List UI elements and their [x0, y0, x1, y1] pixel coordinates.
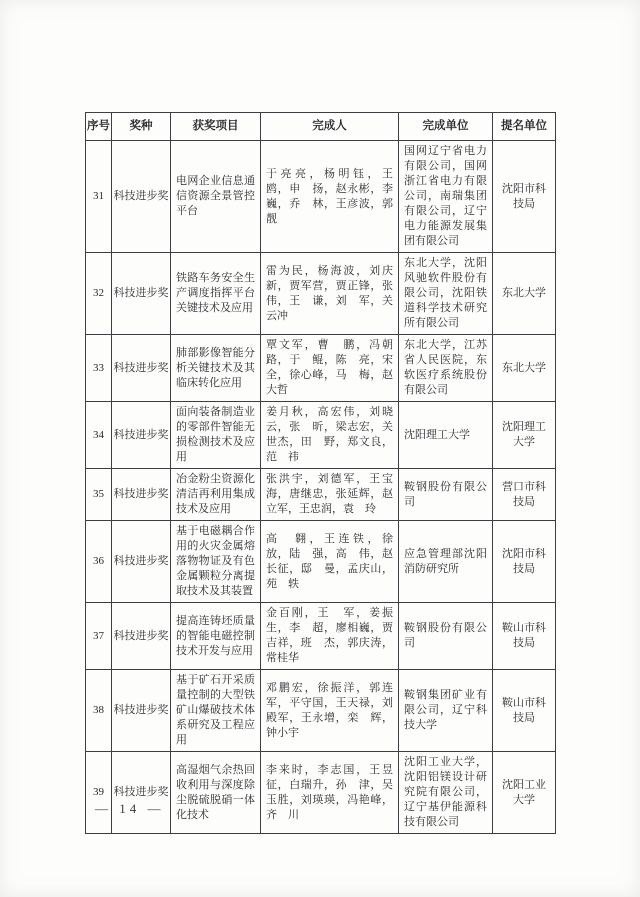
cell-org: 应急管理部沈阳消防研究所 [399, 521, 493, 603]
cell-org: 沈阳工业大学，沈阳铝镁设计研究院有限公司，辽宁基伊能源科技有限公司 [399, 752, 493, 834]
col-header-people: 完成人 [261, 113, 399, 141]
cell-nominator: 沈阳市科技局 [493, 521, 556, 603]
table-row [86, 603, 556, 670]
cell-people: 张洪宇，刘德军，王宝海，唐继忠，张延辉，赵立军，王忠润，袁 玲 [261, 469, 399, 521]
awards-table [85, 112, 556, 834]
cell-no: 33 [86, 335, 112, 402]
cell-org: 东北大学，江苏省人民医院，东软医疗系统股份有限公司 [399, 335, 493, 402]
cell-project: 提高连铸坯质量的智能电磁控制技术开发与应用 [171, 603, 261, 670]
cell-no: 36 [86, 521, 112, 603]
cell-nominator: 沈阳工业大学 [493, 752, 556, 834]
cell-project: 高湿烟气余热回收利用与深度除尘脱硫脱硝一体化技术 [171, 752, 261, 834]
cell-nominator: 沈阳市科技局 [493, 141, 556, 253]
cell-people: 覃文军，曹 鹏，冯朝路，于 鲲，陈 亮，宋 全，徐心峰，马 梅，赵大哲 [261, 335, 399, 402]
cell-nominator: 东北大学 [493, 335, 556, 402]
cell-people: 李来时，李志国，王昱征，白瑞升，孙 津，吴玉胜，刘瑛瑛，冯艳峰，齐 川 [261, 752, 399, 834]
cell-org: 鞍钢股份有限公司 [399, 469, 493, 521]
cell-project: 基于矿石开采质量控制的大型铁矿山爆破技术体系研究及工程应用 [171, 670, 261, 752]
cell-no: 32 [86, 253, 112, 335]
cell-award-type: 科技进步奖 [112, 752, 171, 834]
cell-project: 面向装备制造业的零部件智能无损检测技术及应用 [171, 402, 261, 469]
col-header-no: 序号 [86, 113, 112, 141]
cell-people: 邓鹏宏，徐振洋，郭连军，平守国，王天禄，刘殿军，王永增，栾 辉，钟小宇 [261, 670, 399, 752]
cell-no: 38 [86, 670, 112, 752]
cell-people: 高 翱，王连铁，徐 放，陆 强，高 伟，赵长征，邸 曼，孟庆山，苑 轶 [261, 521, 399, 603]
cell-org: 东北大学，沈阳风驰软件股份有限公司，沈阳铁道科学技术研究所有限公司 [399, 253, 493, 335]
cell-project: 电网企业信息通信资源全景管控平台 [171, 141, 261, 253]
cell-no: 37 [86, 603, 112, 670]
cell-award-type: 科技进步奖 [112, 335, 171, 402]
table-row [86, 141, 556, 253]
cell-award-type: 科技进步奖 [112, 670, 171, 752]
cell-award-type: 科技进步奖 [112, 469, 171, 521]
cell-org: 沈阳理工大学 [399, 402, 493, 469]
cell-award-type: 科技进步奖 [112, 521, 171, 603]
cell-award-type: 科技进步奖 [112, 253, 171, 335]
cell-project: 冶金粉尘资源化清洁再利用集成技术及应用 [171, 469, 261, 521]
table-row [86, 469, 556, 521]
cell-nominator: 鞍山市科技局 [493, 603, 556, 670]
cell-project: 肺部影像智能分析关键技术及其临床转化应用 [171, 335, 261, 402]
cell-org: 国网辽宁省电力有限公司，国网浙江省电力有限公司，南瑞集团有限公司，辽宁电力能源发展集团有限公司 [399, 141, 493, 253]
cell-project: 铁路车务安全生产调度指挥平台关键技术及应用 [171, 253, 261, 335]
cell-award-type: 科技进步奖 [112, 603, 171, 670]
cell-award-type: 科技进步奖 [112, 402, 171, 469]
col-header-org: 完成单位 [399, 113, 493, 141]
cell-nominator: 营口市科技局 [493, 469, 556, 521]
col-header-project: 获奖项目 [171, 113, 261, 141]
cell-people: 姜月秋，高宏伟，刘晓云，张 昕，梁志宏，关世杰，田 野，郑文良，范 祎 [261, 402, 399, 469]
cell-no: 35 [86, 469, 112, 521]
cell-no: 34 [86, 402, 112, 469]
cell-no: 31 [86, 141, 112, 253]
col-header-nominator: 提名单位 [493, 113, 556, 141]
cell-org: 鞍钢集团矿业有限公司，辽宁科技大学 [399, 670, 493, 752]
cell-project: 基于电磁耦合作用的火灾金属熔落物物证及有色金属颗粒分离提取技术及其装置 [171, 521, 261, 603]
table-row [86, 402, 556, 469]
cell-nominator: 鞍山市科技局 [493, 670, 556, 752]
cell-no: 39 [86, 752, 112, 834]
cell-people: 于亮亮，杨明钰，王 鸥，申 扬，赵永彬，李 巍，乔 林，王彦波，郭 靓 [261, 141, 399, 253]
col-header-award-type: 奖种 [112, 113, 171, 141]
cell-nominator: 东北大学 [493, 253, 556, 335]
table-row [86, 521, 556, 603]
cell-org: 鞍钢股份有限公司 [399, 603, 493, 670]
table-header-row [86, 113, 556, 141]
table-row [86, 335, 556, 402]
cell-people: 雷为民，杨海波，刘庆新，贾军营，贾正锋，张 伟，王 谦，刘 军，关云冲 [261, 253, 399, 335]
table-row [86, 670, 556, 752]
cell-nominator: 沈阳理工大学 [493, 402, 556, 469]
cell-people: 金百刚，王 军，姜振生，李 超，廖相巍，贾吉祥，班 杰，郭庆涛，常桂华 [261, 603, 399, 670]
table-row [86, 752, 556, 834]
cell-award-type: 科技进步奖 [112, 141, 171, 253]
table-row [86, 253, 556, 335]
page-number: — 14 — [95, 801, 165, 816]
